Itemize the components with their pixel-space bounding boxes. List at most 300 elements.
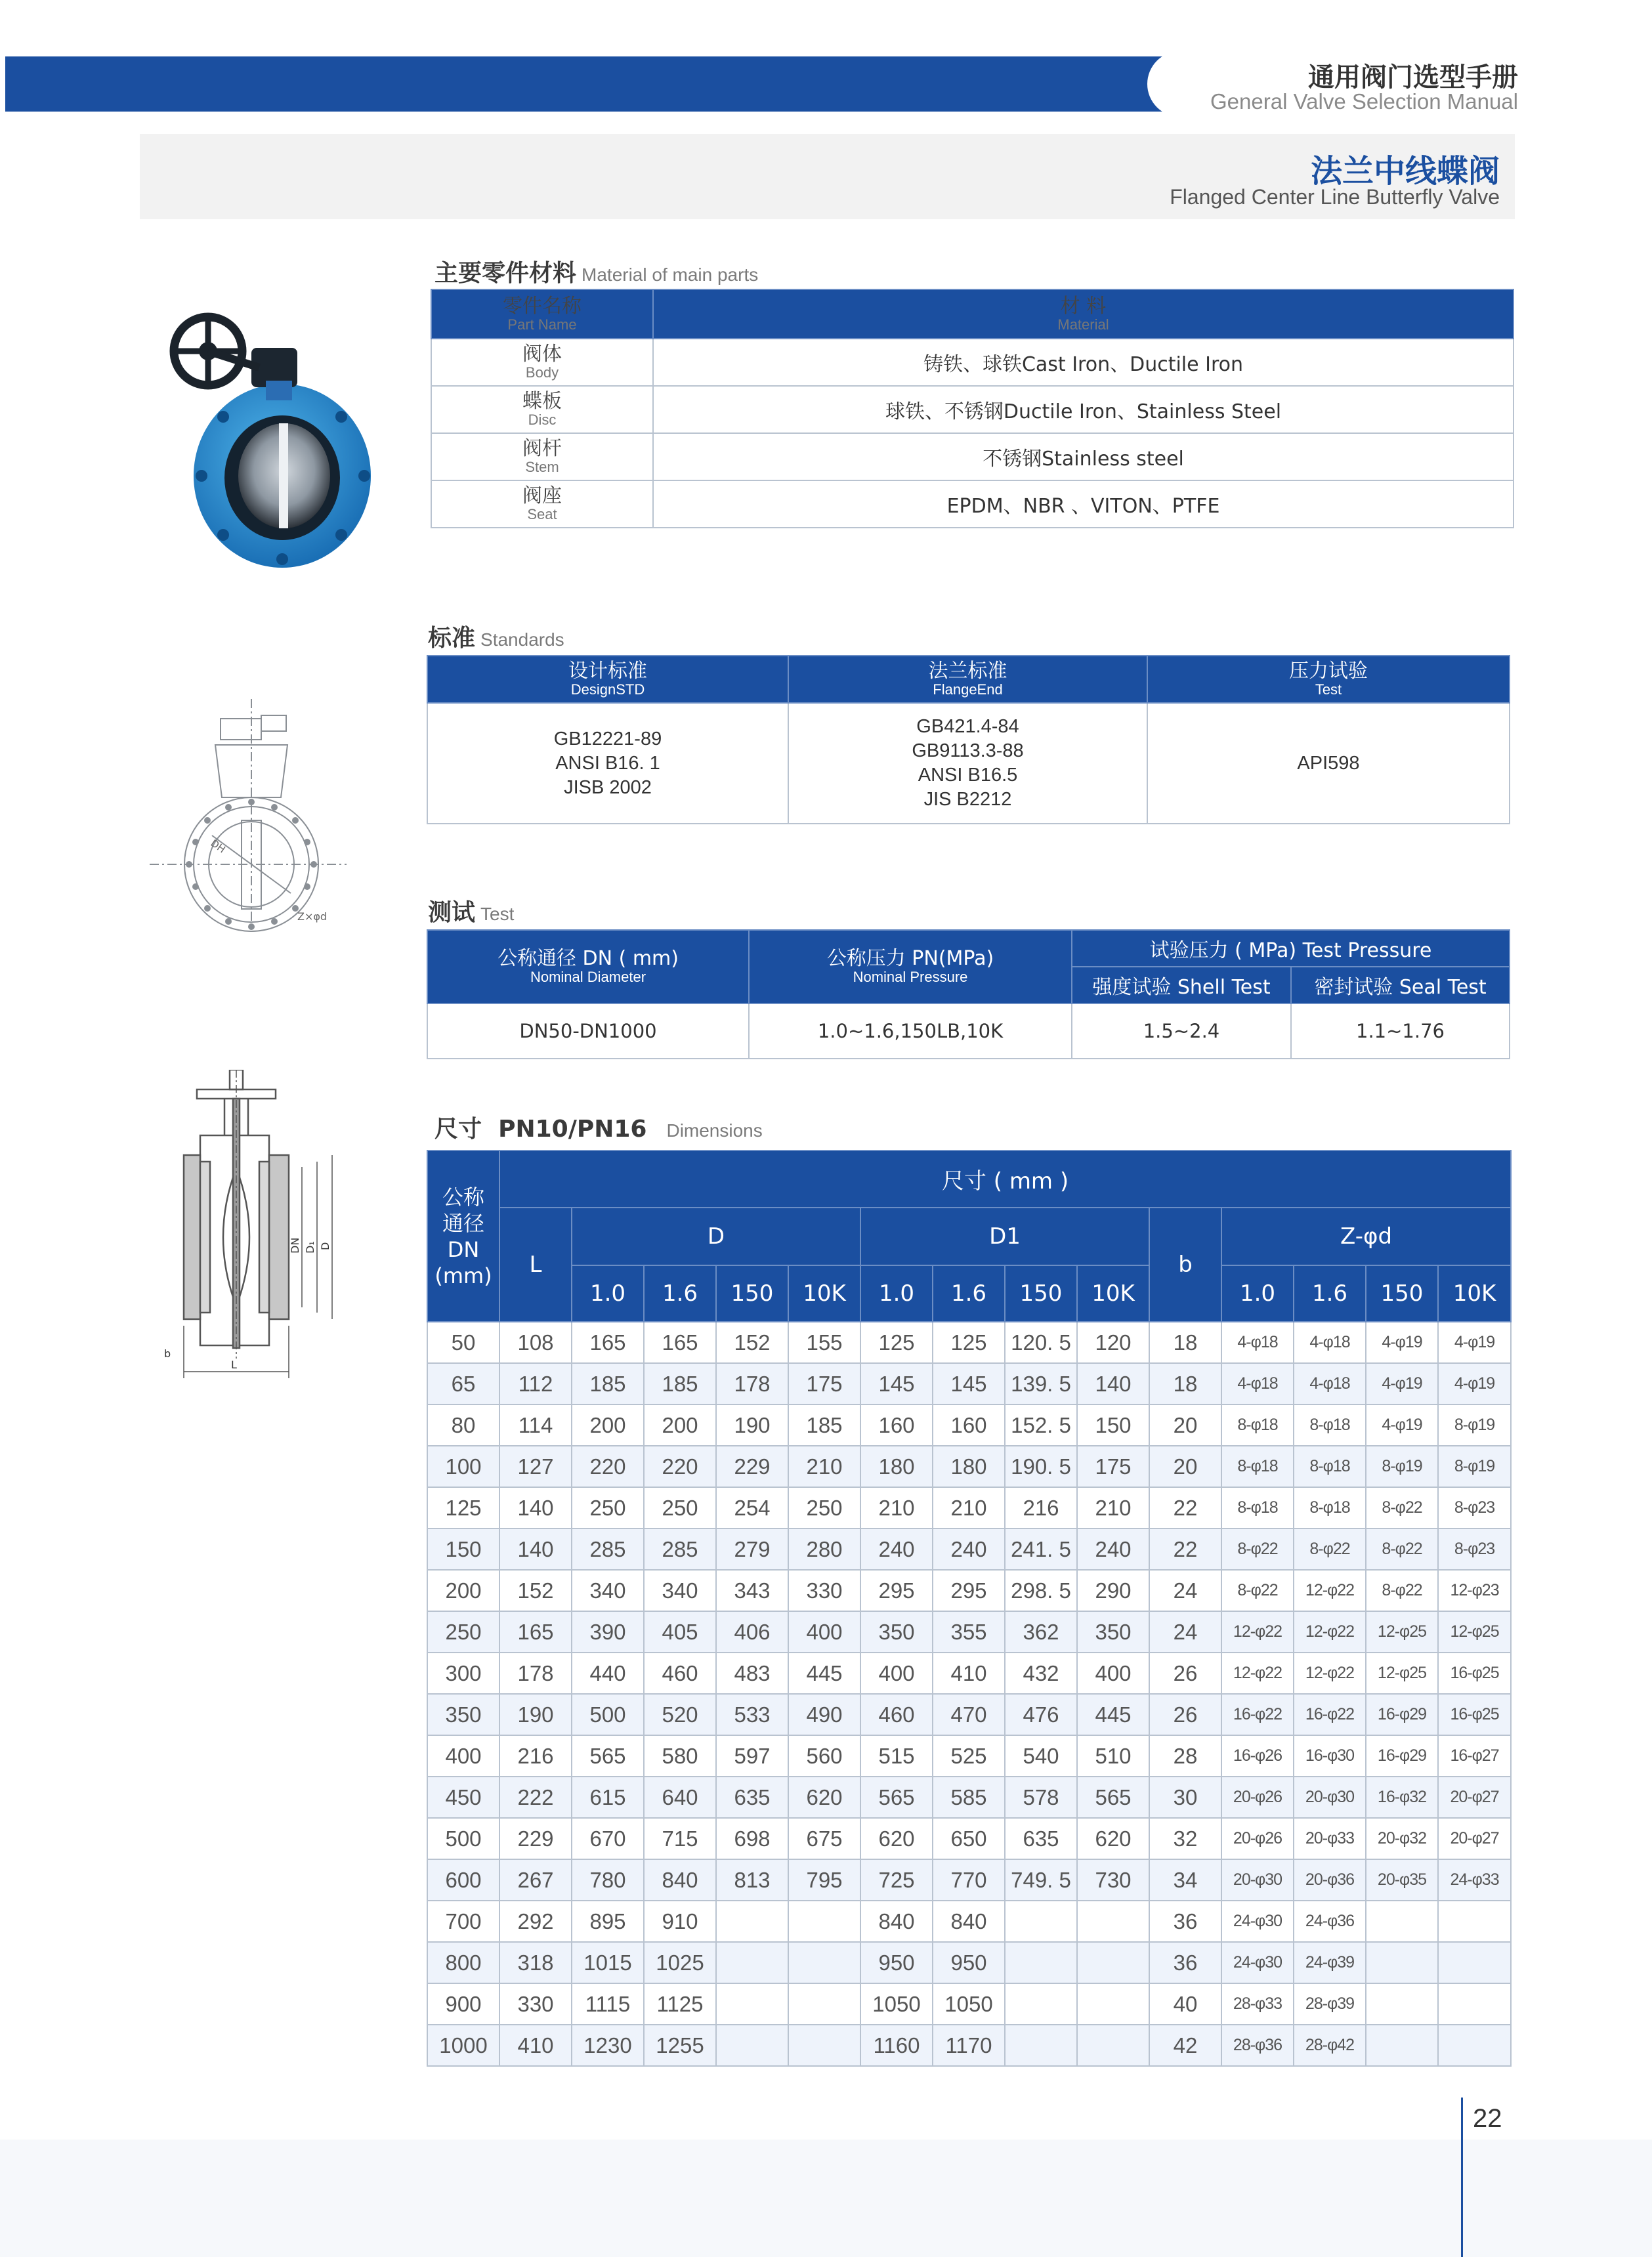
- table-cell: 620: [1077, 1818, 1149, 1859]
- test-section-title: 测试 Test: [428, 899, 515, 926]
- table-cell: 28-φ42: [1294, 2025, 1366, 2066]
- table-cell: [1438, 2025, 1511, 2066]
- table-cell: 175: [788, 1363, 860, 1404]
- table-cell: 18: [1149, 1363, 1221, 1404]
- table-cell: 250: [427, 1611, 499, 1653]
- table-cell: 295: [860, 1570, 933, 1611]
- manual-title-en: General Valve Selection Manual: [1210, 89, 1518, 114]
- table-cell: 222: [499, 1777, 572, 1818]
- table-cell: 770: [933, 1859, 1005, 1901]
- table-cell: 840: [933, 1901, 1005, 1942]
- table-cell: 1115: [572, 1983, 644, 2025]
- table-cell: 22: [1149, 1487, 1221, 1529]
- table-cell: 240: [860, 1529, 933, 1570]
- table-cell: 250: [644, 1487, 716, 1529]
- table-cell: 620: [788, 1777, 860, 1818]
- table-cell: 292: [499, 1901, 572, 1942]
- table-cell: [1366, 2025, 1438, 2066]
- table-cell: 108: [499, 1322, 572, 1363]
- table-cell: 12-φ25: [1366, 1611, 1438, 1653]
- table-cell: 910: [644, 1901, 716, 1942]
- table-cell: 125: [427, 1487, 499, 1529]
- table-cell: 780: [572, 1859, 644, 1901]
- table-cell: 152: [499, 1570, 572, 1611]
- page-number: 22: [1473, 2104, 1502, 2133]
- table-cell: 216: [499, 1735, 572, 1777]
- table-cell: 114: [499, 1404, 572, 1446]
- table-cell: 28-φ33: [1221, 1983, 1294, 2025]
- table-cell: [1077, 2025, 1149, 2066]
- table-cell: 640: [644, 1777, 716, 1818]
- page-title-en: Flanged Center Line Butterfly Valve: [1170, 185, 1500, 209]
- dn-label: DN: [289, 1237, 301, 1254]
- table-cell: 165: [572, 1322, 644, 1363]
- table-cell: 410: [933, 1653, 1005, 1694]
- table-cell: 597: [716, 1735, 788, 1777]
- table-cell: 895: [572, 1901, 644, 1942]
- table-cell: 800: [427, 1942, 499, 1983]
- table-cell: 20-φ26: [1221, 1777, 1294, 1818]
- table-row: 阀体 Body 铸铁、球铁Cast Iron、Ductile Iron: [431, 339, 1514, 386]
- table-cell: 210: [1077, 1487, 1149, 1529]
- table-cell: 450: [427, 1777, 499, 1818]
- table-cell: 8-φ22: [1366, 1570, 1438, 1611]
- table-cell: 4-φ19: [1438, 1322, 1511, 1363]
- table-cell: 400: [427, 1735, 499, 1777]
- header-bar: [5, 56, 1213, 112]
- table-cell: 340: [572, 1570, 644, 1611]
- table-cell: 180: [860, 1446, 933, 1487]
- table-cell: 355: [933, 1611, 1005, 1653]
- table-cell: [1438, 1901, 1511, 1942]
- table-cell: 318: [499, 1942, 572, 1983]
- table-cell: 4-φ19: [1366, 1322, 1438, 1363]
- table-cell: 12-φ25: [1438, 1611, 1511, 1653]
- table-cell: 16-φ30: [1294, 1735, 1366, 1777]
- part-name-header: 零件名称 Part Name: [431, 289, 653, 339]
- table-cell: 12-φ22: [1294, 1611, 1366, 1653]
- table-cell: 900: [427, 1983, 499, 2025]
- table-cell: 26: [1149, 1653, 1221, 1694]
- table-cell: 520: [644, 1694, 716, 1735]
- table-cell: 585: [933, 1777, 1005, 1818]
- table-row: [427, 1570, 1511, 1611]
- page-title-cn: 法兰中线蝶阀: [1310, 153, 1500, 190]
- table-cell: 560: [788, 1735, 860, 1777]
- table-cell: 200: [644, 1404, 716, 1446]
- table-cell: 350: [1077, 1611, 1149, 1653]
- table-cell: 210: [933, 1487, 1005, 1529]
- table-cell: 8-φ19: [1438, 1446, 1511, 1487]
- table-cell: 152: [716, 1322, 788, 1363]
- table-cell: 675: [788, 1818, 860, 1859]
- table-cell: 220: [644, 1446, 716, 1487]
- d-label: D: [319, 1242, 331, 1250]
- table-row: 阀杆 Stem 不锈钢Stainless steel: [431, 433, 1514, 480]
- table-cell: 8-φ18: [1221, 1487, 1294, 1529]
- front-view-drawing: [150, 699, 347, 935]
- table-cell: 500: [572, 1694, 644, 1735]
- table-cell: 190. 5: [1005, 1446, 1077, 1487]
- table-cell: 36: [1149, 1942, 1221, 1983]
- table-row: [427, 1694, 1511, 1735]
- table-cell: 8-φ22: [1221, 1529, 1294, 1570]
- table-row: [427, 1942, 1511, 1983]
- table-row: [427, 1404, 1511, 1446]
- materials-table: [431, 289, 1514, 528]
- table-cell: 28: [1149, 1735, 1221, 1777]
- table-cell: 20-φ27: [1438, 1818, 1511, 1859]
- table-cell: 20: [1149, 1404, 1221, 1446]
- table-cell: 8-φ22: [1221, 1570, 1294, 1611]
- material-header: 材 料 Material: [653, 289, 1514, 339]
- table-cell: 8-φ19: [1438, 1404, 1511, 1446]
- table-cell: 120. 5: [1005, 1322, 1077, 1363]
- table-cell: 290: [1077, 1570, 1149, 1611]
- table-cell: 40: [1149, 1983, 1221, 2025]
- table-row: 阀座 Seat EPDM、NBR 、VITON、PTFE: [431, 480, 1514, 528]
- table-row: [427, 1818, 1511, 1859]
- table-cell: 16-φ32: [1366, 1777, 1438, 1818]
- table-cell: 343: [716, 1570, 788, 1611]
- table-cell: 280: [788, 1529, 860, 1570]
- table-cell: 4-φ19: [1366, 1363, 1438, 1404]
- table-cell: 405: [644, 1611, 716, 1653]
- table-cell: 600: [427, 1859, 499, 1901]
- table-cell: 150: [1077, 1404, 1149, 1446]
- table-cell: 8-φ18: [1221, 1404, 1294, 1446]
- table-cell: 250: [788, 1487, 860, 1529]
- table-cell: 12-φ22: [1221, 1653, 1294, 1694]
- table-cell: 400: [788, 1611, 860, 1653]
- manual-title-cn: 通用阀门选型手册: [1308, 62, 1518, 93]
- table-cell: 8-φ18: [1294, 1487, 1366, 1529]
- table-cell: 16-φ25: [1438, 1653, 1511, 1694]
- table-cell: 510: [1077, 1735, 1149, 1777]
- table-cell: 4-φ18: [1294, 1322, 1366, 1363]
- table-cell: [1438, 1983, 1511, 2025]
- table-cell: 34: [1149, 1859, 1221, 1901]
- table-cell: 36: [1149, 1901, 1221, 1942]
- table-cell: 1025: [644, 1942, 716, 1983]
- table-cell: 185: [644, 1363, 716, 1404]
- table-cell: [716, 1901, 788, 1942]
- table-row: [427, 1446, 1511, 1487]
- table-cell: 8-φ18: [1294, 1404, 1366, 1446]
- table-cell: 190: [499, 1694, 572, 1735]
- dh-label: DH: [208, 837, 228, 856]
- table-cell: 298. 5: [1005, 1570, 1077, 1611]
- table-cell: 24-φ30: [1221, 1901, 1294, 1942]
- bolt-label: Z×φd: [297, 910, 328, 923]
- table-cell: 210: [860, 1487, 933, 1529]
- table-cell: 533: [716, 1694, 788, 1735]
- dimensions-section-title: 尺寸 PN10/PN16 Dimensions: [434, 1116, 763, 1143]
- table-cell: 500: [427, 1818, 499, 1859]
- table-cell: 4-φ19: [1366, 1404, 1438, 1446]
- table-row: [427, 1611, 1511, 1653]
- table-cell: 240: [1077, 1529, 1149, 1570]
- table-cell: [1005, 1942, 1077, 1983]
- dimensions-table: 公称 通径 DN (mm) 尺寸 ( mm ) L D D1 b Z-φd 1.0 1.6 150 10K 1.0 1.6 150 10K 1.0 1.6 150 10K 50 108 165 165 152 155 125 125 120. 5 120 18 4-φ18 4-φ18 4-φ19 4-φ19 65 112 185 185 178 175 145 145 139. 5 140 18 4-φ18 4-φ18 4-φ19 4-φ19 80 114 200 200 190 185 160 160 152. 5 150 20 8-φ18 8-φ18 4-φ19 8-φ19 100 127 220 220 229 210 180 180 190. 5 175 20 8-φ18 8-φ18 8-φ19 8-φ19 125 140 250 250 254 250 210 210 216 210 22 8-φ18 8-φ18 8-φ22 8-φ23 150 140 285 285 279 280 240 240 241. 5 240 22 8-φ22 8-φ22 8-φ22 8-φ23 200 152 340 340 343 330 295 295 298. 5 290 24 8-φ22 12-φ22 8-φ22 12-φ23 250 165 390 405 406 400 350 355 362 350 24 12-φ22 12-φ22 12-φ25 12-φ25 300 178 440 460 483 445 400 410 432 400 26 12-φ22 12-φ22 12-φ25 16-φ25 350 190 500 520 533 490 460 470 476 445 26 16-φ22 16-φ22 16-φ29 16-φ25 400 216 565 580 597 560 515 525 540 510 28 16-φ26 16-φ30 16-φ29 16-φ27 450 222 615 640 635 620 565 585 578 565 30 20-φ26 20-φ30 16-φ32 20-φ27 500 229 670 715 698 675 620 650 635 620 32 20-φ26 20-φ33 20-φ32 20-φ27 600 267 780 840 813 795 725 770 749. 5 730 34 20-φ30 20-φ36 20-φ35 24-φ33 700 292 895 910 840 840 36 24-φ30 24-φ36 800 318 1015 1025 950 950 36 24-φ30 24-φ39 900 330 1115 1125 1050 1050 40 28-φ33 28-φ39 1000 410 1230 1255 1160 1170 42 28-φ36 28-φ42: [427, 1150, 1512, 2067]
- table-cell: 1050: [933, 1983, 1005, 2025]
- table-cell: 840: [860, 1901, 933, 1942]
- table-cell: 24: [1149, 1611, 1221, 1653]
- table-cell: 229: [716, 1446, 788, 1487]
- table-cell: 20-φ30: [1294, 1777, 1366, 1818]
- table-cell: 150: [427, 1529, 499, 1570]
- table-cell: 698: [716, 1818, 788, 1859]
- table-cell: 16-φ25: [1438, 1694, 1511, 1735]
- table-cell: 28-φ39: [1294, 1983, 1366, 2025]
- table-cell: 20-φ33: [1294, 1818, 1366, 1859]
- table-cell: [1005, 1983, 1077, 2025]
- table-cell: 440: [572, 1653, 644, 1694]
- table-cell: 250: [572, 1487, 644, 1529]
- table-cell: 24-φ36: [1294, 1901, 1366, 1942]
- table-cell: 24: [1149, 1570, 1221, 1611]
- table-row: [427, 1777, 1511, 1818]
- table-cell: 120: [1077, 1322, 1149, 1363]
- table-cell: 8-φ18: [1221, 1446, 1294, 1487]
- table-cell: 565: [860, 1777, 933, 1818]
- table-cell: 400: [860, 1653, 933, 1694]
- table-cell: 8-φ22: [1366, 1487, 1438, 1529]
- table-cell: 390: [572, 1611, 644, 1653]
- table-cell: 160: [860, 1404, 933, 1446]
- table-row: [427, 1363, 1511, 1404]
- table-cell: 350: [427, 1694, 499, 1735]
- table-cell: 155: [788, 1322, 860, 1363]
- table-cell: 125: [860, 1322, 933, 1363]
- table-cell: 1050: [860, 1983, 933, 2025]
- table-cell: 620: [860, 1818, 933, 1859]
- d1-label: D₁: [304, 1241, 316, 1254]
- table-cell: 16-φ22: [1294, 1694, 1366, 1735]
- table-cell: 1015: [572, 1942, 644, 1983]
- table-cell: 127: [499, 1446, 572, 1487]
- table-cell: 725: [860, 1859, 933, 1901]
- table-cell: [1077, 1942, 1149, 1983]
- table-cell: 490: [788, 1694, 860, 1735]
- table-cell: 20: [1149, 1446, 1221, 1487]
- table-cell: 254: [716, 1487, 788, 1529]
- table-cell: 32: [1149, 1818, 1221, 1859]
- table-cell: 285: [644, 1529, 716, 1570]
- table-cell: 749. 5: [1005, 1859, 1077, 1901]
- table-cell: 1230: [572, 2025, 644, 2066]
- table-cell: 241. 5: [1005, 1529, 1077, 1570]
- table-cell: 950: [860, 1942, 933, 1983]
- table-cell: 112: [499, 1363, 572, 1404]
- table-cell: 1160: [860, 2025, 933, 2066]
- table-cell: 400: [1077, 1653, 1149, 1694]
- table-cell: 12-φ25: [1366, 1653, 1438, 1694]
- table-cell: 330: [499, 1983, 572, 2025]
- table-cell: 160: [933, 1404, 1005, 1446]
- table-cell: 200: [572, 1404, 644, 1446]
- table-cell: 525: [933, 1735, 1005, 1777]
- table-cell: 8-φ22: [1366, 1529, 1438, 1570]
- table-cell: 670: [572, 1818, 644, 1859]
- table-cell: 220: [572, 1446, 644, 1487]
- table-cell: 540: [1005, 1735, 1077, 1777]
- table-cell: 565: [1077, 1777, 1149, 1818]
- table-cell: 20-φ26: [1221, 1818, 1294, 1859]
- table-cell: 4-φ18: [1294, 1363, 1366, 1404]
- table-cell: [788, 2025, 860, 2066]
- table-cell: 8-φ19: [1366, 1446, 1438, 1487]
- table-cell: 16-φ27: [1438, 1735, 1511, 1777]
- table-cell: 8-φ18: [1294, 1446, 1366, 1487]
- table-row: [427, 1901, 1511, 1942]
- table-cell: 24-φ39: [1294, 1942, 1366, 1983]
- table-cell: 460: [860, 1694, 933, 1735]
- test-table: 公称通径 DN ( mm) Nominal Diameter 公称压力 PN(MPa) Nominal Pressure 试验压力 ( MPa) Test Pressure 强度试验 Shell Test 密封试验 Seal Test DN50-DN1000 1.0~1.6,150LB,10K 1.5~2.4 1.1~1.76: [427, 929, 1510, 1059]
- table-row: GB12221-89 ANSI B16. 1 JISB 2002 GB421.4-84 GB9113.3-88 ANSI B16.5 JIS B2212 API598: [427, 703, 1510, 824]
- table-cell: 145: [860, 1363, 933, 1404]
- table-cell: 445: [1077, 1694, 1149, 1735]
- table-cell: 24-φ33: [1438, 1859, 1511, 1901]
- table-cell: 28-φ36: [1221, 2025, 1294, 2066]
- standards-section-title: 标准 Standards: [428, 625, 564, 652]
- table-cell: [1366, 1901, 1438, 1942]
- table-cell: [1077, 1983, 1149, 2025]
- table-cell: 715: [644, 1818, 716, 1859]
- table-cell: 330: [788, 1570, 860, 1611]
- table-cell: [788, 1983, 860, 2025]
- table-cell: 279: [716, 1529, 788, 1570]
- table-cell: [1005, 1901, 1077, 1942]
- table-cell: 229: [499, 1818, 572, 1859]
- table-cell: 165: [644, 1322, 716, 1363]
- table-cell: 190: [716, 1404, 788, 1446]
- table-cell: 795: [788, 1859, 860, 1901]
- table-cell: 125: [933, 1322, 1005, 1363]
- table-cell: 175: [1077, 1446, 1149, 1487]
- table-cell: 16-φ29: [1366, 1694, 1438, 1735]
- table-cell: 840: [644, 1859, 716, 1901]
- table-cell: [788, 1901, 860, 1942]
- table-cell: 26: [1149, 1694, 1221, 1735]
- table-cell: 8-φ22: [1294, 1529, 1366, 1570]
- table-cell: 140: [1077, 1363, 1149, 1404]
- table-cell: 267: [499, 1859, 572, 1901]
- table-cell: [1366, 1983, 1438, 2025]
- materials-section-title: 主要零件材料 Material of main parts: [434, 260, 759, 287]
- table-cell: 700: [427, 1901, 499, 1942]
- section-view-drawing: [158, 1070, 354, 1385]
- table-cell: 950: [933, 1942, 1005, 1983]
- table-row: [427, 1983, 1511, 2025]
- table-cell: 16-φ26: [1221, 1735, 1294, 1777]
- table-cell: 178: [499, 1653, 572, 1694]
- table-cell: 139. 5: [1005, 1363, 1077, 1404]
- table-cell: 216: [1005, 1487, 1077, 1529]
- table-cell: 635: [1005, 1818, 1077, 1859]
- table-cell: 12-φ22: [1221, 1611, 1294, 1653]
- valve-photo: [167, 302, 377, 571]
- table-cell: 140: [499, 1529, 572, 1570]
- table-cell: 20-φ36: [1294, 1859, 1366, 1901]
- table-cell: 406: [716, 1611, 788, 1653]
- table-cell: 8-φ23: [1438, 1529, 1511, 1570]
- table-cell: [1366, 1942, 1438, 1983]
- table-cell: 16-φ22: [1221, 1694, 1294, 1735]
- table-cell: 30: [1149, 1777, 1221, 1818]
- table-cell: 12-φ23: [1438, 1570, 1511, 1611]
- b-label: b: [164, 1347, 171, 1360]
- table-cell: 185: [788, 1404, 860, 1446]
- table-cell: 483: [716, 1653, 788, 1694]
- table-cell: 615: [572, 1777, 644, 1818]
- table-cell: 165: [499, 1611, 572, 1653]
- table-cell: 1125: [644, 1983, 716, 2025]
- table-row: [427, 1859, 1511, 1901]
- table-cell: 210: [788, 1446, 860, 1487]
- table-cell: 635: [716, 1777, 788, 1818]
- table-cell: 295: [933, 1570, 1005, 1611]
- table-cell: 50: [427, 1322, 499, 1363]
- standards-table: 设计标准 DesignSTD 法兰标准 FlangeEnd 压力试验 Test GB12221-89 ANSI B16. 1 JISB 2002 GB421.4-84 GB9113.3-88 ANSI B16.5 JIS B2212 API598: [427, 655, 1510, 824]
- table-cell: 362: [1005, 1611, 1077, 1653]
- table-cell: 145: [933, 1363, 1005, 1404]
- table-cell: 470: [933, 1694, 1005, 1735]
- table-cell: 813: [716, 1859, 788, 1901]
- table-cell: 100: [427, 1446, 499, 1487]
- table-cell: 185: [572, 1363, 644, 1404]
- table-row: [427, 1529, 1511, 1570]
- table-cell: 20-φ32: [1366, 1818, 1438, 1859]
- l-label: L: [231, 1359, 237, 1371]
- table-cell: 178: [716, 1363, 788, 1404]
- table-cell: 445: [788, 1653, 860, 1694]
- page-number-divider: [1461, 2098, 1463, 2257]
- table-cell: [1077, 1901, 1149, 1942]
- table-row: [427, 1735, 1511, 1777]
- table-cell: 12-φ22: [1294, 1653, 1366, 1694]
- table-cell: [716, 1942, 788, 1983]
- table-cell: [716, 2025, 788, 2066]
- table-cell: 180: [933, 1446, 1005, 1487]
- table-cell: 515: [860, 1735, 933, 1777]
- table-cell: 432: [1005, 1653, 1077, 1694]
- table-cell: 8-φ23: [1438, 1487, 1511, 1529]
- table-cell: 340: [644, 1570, 716, 1611]
- table-cell: 476: [1005, 1694, 1077, 1735]
- table-cell: [716, 1983, 788, 2025]
- table-cell: [788, 1942, 860, 1983]
- table-cell: 12-φ22: [1294, 1570, 1366, 1611]
- table-cell: 4-φ19: [1438, 1363, 1511, 1404]
- table-cell: 300: [427, 1653, 499, 1694]
- table-cell: 730: [1077, 1859, 1149, 1901]
- table-cell: 200: [427, 1570, 499, 1611]
- table-cell: [1005, 2025, 1077, 2066]
- table-cell: 460: [644, 1653, 716, 1694]
- table-cell: 24-φ30: [1221, 1942, 1294, 1983]
- table-row: [427, 1487, 1511, 1529]
- table-cell: 140: [499, 1487, 572, 1529]
- table-cell: 580: [644, 1735, 716, 1777]
- table-cell: 285: [572, 1529, 644, 1570]
- table-cell: 20-φ30: [1221, 1859, 1294, 1901]
- table-cell: 80: [427, 1404, 499, 1446]
- table-cell: 22: [1149, 1529, 1221, 1570]
- table-row: [427, 1653, 1511, 1694]
- table-row: 蝶板 Disc 球铁、不锈钢Ductile Iron、Stainless Steel: [431, 386, 1514, 433]
- table-cell: 578: [1005, 1777, 1077, 1818]
